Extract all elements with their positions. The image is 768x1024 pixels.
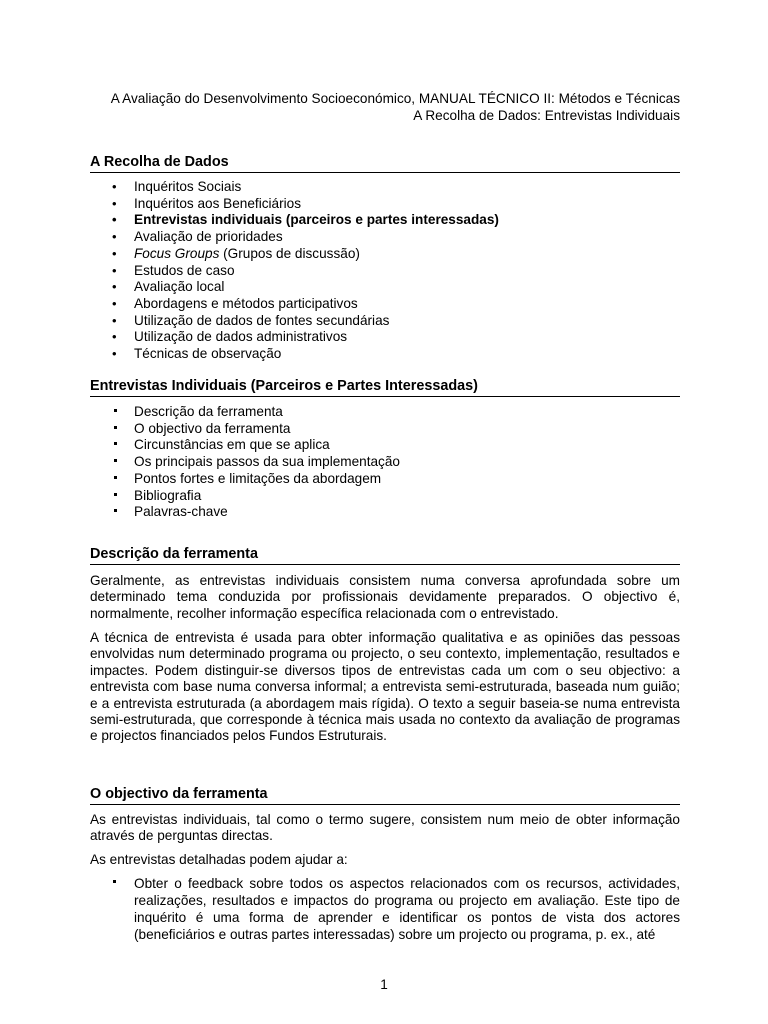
section-heading-objectivo: O objectivo da ferramenta <box>90 786 680 805</box>
paragraph: As entrevistas detalhadas podem ajudar a: <box>90 852 348 867</box>
list-item: Os principais passos da sua implementação <box>90 454 680 471</box>
paragraph: A técnica de entrevista é usada para obter informação qualitativa e as opiniões das pessoas envolvidas num determinado programa ou projecto, o seu contexto, implementação, resultados e impactes. Podem distinguir-se diversos tipos de entrevistas cada um com o seu objectivo: a entrevista com base numa conversa informal; a entrevista semi-estruturada, baseada num guião; e a entrevista estruturada (a abordagem mais rígida). O texto a seguir baseia-se numa entrevista semi-estruturada, que corresponde à técnica mais usada no contexto da avaliação de programas e projectos financiados pelos Fundos Estruturais. <box>90 630 680 744</box>
bullet-paragraph <box>90 875 680 943</box>
section-heading-recolha-de-dados: A Recolha de Dados <box>90 154 680 173</box>
list-item: • Inquéritos aos Beneficiários <box>90 196 680 213</box>
running-header-line-1: A Avaliação do Desenvolvimento Socioeconómico, MANUAL TÉCNICO II: Métodos e Técnicas <box>110 91 680 106</box>
section-heading-descricao: Descrição da ferramenta <box>90 546 680 565</box>
list-item: Palavras-chave <box>90 504 680 521</box>
list-item: • Inquéritos Sociais <box>90 179 680 196</box>
list-item: • Utilização de dados de fontes secundárias <box>90 313 680 330</box>
bullet-text: Obter o feedback sobre todos os aspectos relacionados com os recursos, actividades, realizações, resultados e impactos do programa ou projecto em avaliação. Este tipo de inquérito é uma forma de aprender e identificar os pontos de vista dos actores (beneficiários e outras partes interessadas) sobre um projecto ou programa, p. ex., até <box>134 876 680 942</box>
running-header <box>60 91 680 124</box>
list-item: • Utilização de dados administrativos <box>90 329 680 346</box>
list-item <box>90 246 680 263</box>
data-collection-methods-list <box>90 179 680 363</box>
paragraph: Geralmente, as entrevistas individuais consistem numa conversa aprofundada sobre um determinado tema conduzida por profissionais devidamente preparados. O objectivo é, normalmente, recolher informação específica relacionada com o entrevistado. <box>90 573 680 621</box>
list-item: O objectivo da ferramenta <box>90 421 680 438</box>
list-item: Circunstâncias em que se aplica <box>90 437 680 454</box>
page-number: 1 <box>380 977 388 992</box>
list-item: • Avaliação de prioridades <box>90 229 680 246</box>
list-item: Bibliografia <box>90 488 680 505</box>
list-item: • Avaliação local <box>90 279 680 296</box>
list-item: • Técnicas de observação <box>90 346 680 363</box>
focus-groups-italic: Focus Groups <box>134 245 220 261</box>
running-header-line-2: A Recolha de Dados: Entrevistas Individuais <box>413 107 680 123</box>
focus-groups-rest: (Grupos de discussão) <box>219 245 360 261</box>
list-item: Descrição da ferramenta <box>90 404 680 421</box>
list-item: Pontos fortes e limitações da abordagem <box>90 471 680 488</box>
list-item-current: • Entrevistas individuais (parceiros e partes interessadas) <box>90 212 680 229</box>
list-item: • Abordagens e métodos participativos <box>90 296 680 313</box>
list-item: • Estudos de caso <box>90 263 680 280</box>
bullet-mark <box>113 880 116 883</box>
contents-list <box>90 404 680 521</box>
section-heading-entrevistas-individuais: Entrevistas Individuais (Parceiros e Partes Interessadas) <box>90 378 680 397</box>
paragraph: As entrevistas individuais, tal como o termo sugere, consistem num meio de obter informação através de perguntas directas. <box>90 812 680 844</box>
